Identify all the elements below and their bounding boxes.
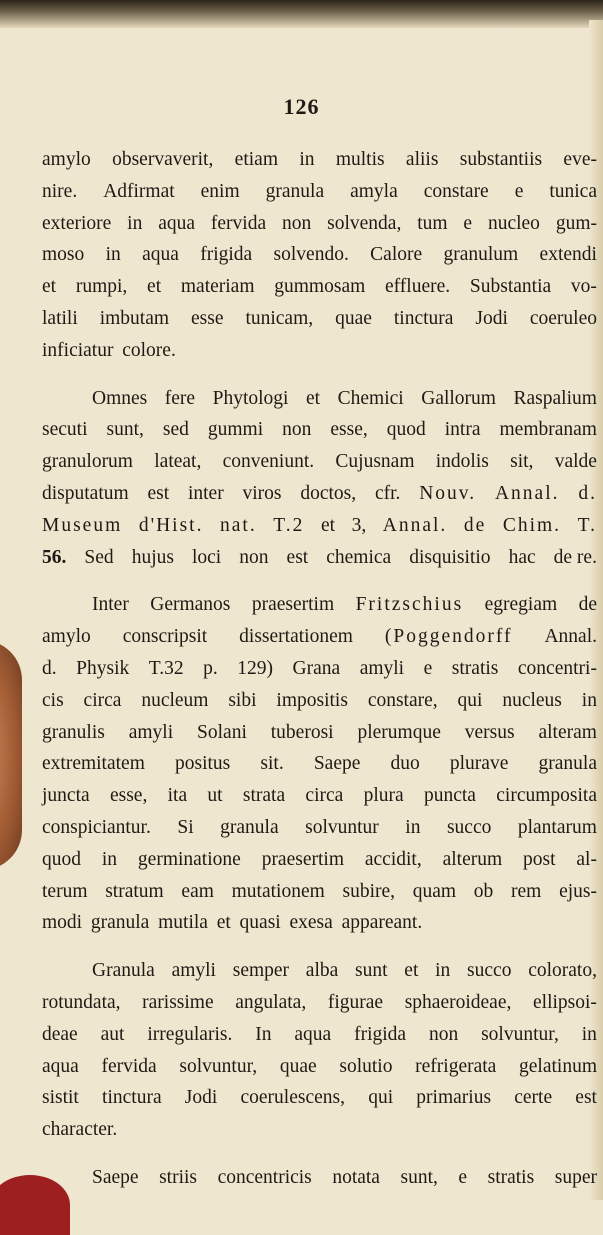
word: succo: [467, 960, 512, 982]
word: quod: [42, 848, 81, 870]
word: etiam: [234, 149, 278, 170]
word: Chim.: [502, 514, 562, 536]
word: Museum: [42, 514, 123, 536]
word: Annal.: [494, 482, 560, 504]
word: Si: [177, 816, 194, 838]
word: cfr.: [374, 482, 401, 504]
text-line: [42, 414, 597, 446]
word: multis: [335, 149, 385, 170]
word: deae: [42, 1023, 78, 1045]
word: est: [286, 546, 309, 568]
word: stratum: [105, 880, 164, 902]
word: sunt: [355, 960, 388, 982]
word: subire,: [342, 880, 396, 902]
word: T.: [577, 514, 597, 536]
word: figurae: [327, 991, 384, 1013]
word: stratis: [451, 657, 499, 679]
word: d.: [42, 657, 57, 679]
word: disquisitio: [409, 546, 491, 568]
page-number: 126: [283, 94, 320, 119]
word: conveniunt.: [222, 451, 315, 473]
word: gelatinum: [519, 1055, 597, 1077]
word: colore.: [122, 339, 176, 361]
word: tunicam,: [245, 307, 314, 329]
word: Jodi: [184, 1087, 218, 1109]
word: refrigerata: [415, 1055, 497, 1077]
word: egregiam: [484, 594, 558, 616]
word: fervida: [210, 212, 267, 234]
word: chemica: [326, 546, 392, 568]
word: tum: [417, 212, 448, 234]
word: Annal.: [382, 514, 448, 536]
word: est: [575, 1087, 597, 1109]
text-line: [42, 1162, 597, 1194]
word: character.: [42, 1119, 118, 1141]
word: rarissime: [142, 991, 214, 1013]
text-line: [42, 907, 597, 939]
word: granula: [538, 753, 597, 775]
text-line: [42, 844, 597, 876]
word: Inter: [92, 594, 129, 616]
word: semper: [232, 960, 290, 982]
word: rumpi,: [75, 276, 128, 298]
word: solvuntur,: [481, 1023, 559, 1045]
word: eve-: [563, 149, 597, 170]
word: secuti: [42, 419, 88, 441]
word: notata: [332, 1166, 380, 1188]
word: conspiciantur.: [42, 816, 151, 838]
word: non: [282, 212, 312, 234]
word: circumposita: [496, 785, 597, 807]
word: Fritzschius: [355, 594, 464, 616]
word: amyli: [128, 721, 174, 743]
word: in: [435, 960, 451, 982]
word: substantiis: [459, 149, 543, 170]
word: sunt,: [400, 1166, 438, 1188]
word: angulata,: [235, 991, 307, 1013]
word: e: [458, 1166, 468, 1188]
word: tuberosi: [270, 721, 334, 743]
word: stratis: [487, 1166, 535, 1188]
word: plerumque: [357, 721, 441, 743]
word: tinctura: [393, 307, 454, 329]
word: granulum: [443, 244, 519, 266]
word: inter: [187, 482, 224, 504]
word: constare,: [367, 689, 438, 711]
word: materiam: [180, 276, 255, 298]
word: Saepe: [313, 753, 361, 775]
word: eam: [181, 880, 214, 902]
word: quasi: [239, 912, 281, 934]
word: Solani: [197, 721, 247, 743]
word: aut: [100, 1023, 125, 1045]
word: quae: [335, 307, 372, 329]
word: in: [299, 149, 315, 170]
text-line: [42, 685, 597, 717]
word: Granula: [92, 960, 155, 982]
word: alba: [305, 960, 339, 982]
text-line: [42, 1082, 597, 1114]
word: sed: [162, 419, 189, 441]
word: solvuntur: [305, 816, 379, 838]
word: membranam: [499, 419, 597, 441]
word: valde: [554, 451, 597, 473]
text-line: [42, 955, 597, 987]
word: striis: [159, 1166, 198, 1188]
word: aqua: [158, 212, 196, 234]
word: mutila: [158, 912, 208, 934]
word: nucleo: [487, 212, 540, 234]
word: in: [405, 816, 421, 838]
word: versus: [464, 721, 515, 743]
word: hujus: [131, 546, 174, 568]
word: Phytologi: [212, 387, 289, 409]
text-line: [42, 271, 597, 303]
word: et: [147, 276, 162, 298]
word: Chemici: [337, 387, 404, 409]
word: quam: [412, 880, 457, 902]
word: in: [581, 689, 597, 711]
word: loci: [191, 546, 222, 568]
word: de re.: [553, 546, 597, 568]
word: hac: [508, 546, 536, 568]
word: Annal.: [544, 626, 597, 648]
text-line: [42, 176, 597, 208]
text-line: [42, 1019, 597, 1051]
word: frigida: [354, 1023, 407, 1045]
word: primarius: [416, 1087, 492, 1109]
word: e: [514, 180, 524, 202]
word: in: [101, 848, 118, 870]
word: plura: [363, 785, 404, 807]
word: post: [523, 848, 556, 870]
word: circa: [305, 785, 344, 807]
word: granulis: [42, 721, 105, 743]
word: T.32: [148, 657, 184, 679]
word: in: [581, 1023, 597, 1045]
text-line: [42, 653, 597, 685]
word: 3,: [351, 514, 367, 536]
word: puncta: [423, 785, 476, 807]
word: amyli: [171, 960, 216, 982]
word: super: [554, 1166, 597, 1188]
text-line: [42, 383, 597, 415]
word: (Poggendorff: [384, 626, 513, 648]
word: granulorum: [42, 451, 133, 473]
text-line: [42, 446, 597, 478]
word: sunt,: [106, 419, 144, 441]
word: granula: [90, 912, 150, 934]
word: nucleum: [141, 689, 209, 711]
body-text: [42, 144, 597, 1194]
word: concentricis: [217, 1166, 312, 1188]
word: d'Hist.: [138, 514, 204, 536]
word: duo: [390, 753, 420, 775]
text-line: [42, 144, 597, 176]
word: circa: [83, 689, 122, 711]
word: Sed: [84, 546, 114, 568]
word: juncta: [42, 785, 90, 807]
word: Adfirmat: [103, 180, 175, 202]
word: Raspalium: [513, 387, 597, 409]
word: Grana: [292, 657, 341, 679]
word: coeruleo: [529, 307, 597, 329]
word: sistit: [42, 1087, 79, 1109]
word: amyla: [350, 180, 398, 202]
thumb-holding-page: [0, 640, 22, 870]
word: Jodi: [475, 307, 508, 329]
word: granula: [265, 180, 325, 202]
word: sphaeroideae,: [404, 991, 512, 1013]
text-line: [42, 621, 597, 653]
word: vo-: [570, 276, 597, 298]
word: aqua: [142, 244, 179, 266]
text-line: [42, 987, 597, 1019]
word: viros: [242, 482, 282, 504]
word: ut: [207, 785, 223, 807]
text-line: [42, 478, 597, 510]
word: Physik: [76, 657, 130, 679]
word: aqua: [42, 1055, 79, 1077]
word: ob: [473, 880, 494, 902]
word: 56.: [42, 546, 67, 568]
word: qui: [368, 1087, 394, 1109]
word: constare: [423, 180, 489, 202]
word: terum: [42, 880, 88, 902]
word: gummi: [207, 419, 264, 441]
word: plantarum: [517, 816, 597, 838]
text-line: [42, 208, 597, 240]
word: imbutam: [99, 307, 170, 329]
word: irregularis.: [147, 1023, 233, 1045]
word: gummosam: [274, 276, 366, 298]
word: moso: [42, 244, 85, 266]
text-line: [42, 335, 597, 367]
word: est: [147, 482, 170, 504]
text-line: [42, 1051, 597, 1083]
word: in: [105, 244, 121, 266]
word: 129): [237, 657, 274, 679]
word: indolis: [435, 451, 489, 473]
text-line: [42, 876, 597, 908]
word: certe: [514, 1087, 553, 1109]
text-line: [42, 748, 597, 780]
word: conscripsit: [122, 626, 208, 648]
word: fere: [164, 387, 196, 409]
word: amylo: [42, 626, 91, 648]
word: ejus-: [559, 880, 597, 902]
word: plurave: [449, 753, 509, 775]
word: cis: [42, 689, 64, 711]
word: tinctura: [102, 1087, 162, 1109]
word: inficiatur: [42, 339, 114, 361]
word: frigida: [200, 244, 253, 266]
word: observaverit,: [112, 149, 214, 170]
word: non: [239, 546, 269, 568]
text-line: [42, 780, 597, 812]
word: rem: [511, 880, 542, 902]
word: lateat,: [154, 451, 202, 473]
word: strata: [242, 785, 286, 807]
word: appareant.: [341, 912, 423, 934]
word: et: [306, 387, 321, 409]
word: Omnes: [92, 387, 148, 409]
word: non: [428, 1023, 459, 1045]
word: colorato,: [528, 960, 597, 982]
word: solvenda,: [327, 212, 402, 234]
word: accidit,: [364, 848, 422, 870]
word: de: [463, 514, 487, 536]
word: dissertationem: [239, 626, 353, 648]
word: exteriore: [42, 212, 112, 234]
word: succo: [446, 816, 492, 838]
text-line: [42, 303, 597, 335]
word: esse,: [330, 419, 368, 441]
word: aqua: [294, 1023, 332, 1045]
word: praesertim: [261, 848, 344, 870]
word: in: [127, 212, 143, 234]
word: al-: [576, 848, 597, 870]
word: disputatum: [42, 482, 129, 504]
word: fervida: [101, 1055, 157, 1077]
word: solvendo.: [273, 244, 349, 266]
word: T.2: [273, 514, 305, 536]
word: exesa: [289, 912, 333, 934]
text-line: [42, 239, 597, 271]
word: amylo: [42, 149, 91, 170]
word: et: [216, 912, 231, 934]
word: extendi: [539, 244, 597, 266]
word: doctos,: [300, 482, 357, 504]
word: concentri-: [517, 657, 597, 679]
word: d.: [578, 482, 597, 504]
word: ellipsoi-: [533, 991, 597, 1013]
word: enim: [200, 180, 240, 202]
word: granula: [220, 816, 279, 838]
word: e: [423, 657, 433, 679]
word: sibi: [228, 689, 257, 711]
word: esse,: [109, 785, 148, 807]
word: Cujusnam: [335, 451, 415, 473]
word: Calore: [370, 244, 423, 266]
word: solutio: [339, 1055, 393, 1077]
text-line: [42, 589, 597, 621]
word: In: [255, 1023, 272, 1045]
text-line: [42, 510, 597, 542]
word: de: [578, 594, 597, 616]
word: ita: [167, 785, 188, 807]
text-line: [42, 717, 597, 749]
word: esse: [190, 307, 224, 329]
word: effluere.: [385, 276, 451, 298]
word: latili: [42, 307, 78, 329]
word: aliis: [405, 149, 439, 170]
word: praesertim: [251, 594, 335, 616]
word: Germanos: [150, 594, 231, 616]
word: rotundata,: [42, 991, 121, 1013]
word: germinatione: [137, 848, 241, 870]
word: et: [42, 276, 57, 298]
word: alterum: [442, 848, 503, 870]
word: Substantia: [469, 276, 552, 298]
page-top-edge: [0, 0, 603, 28]
word: qui: [457, 689, 483, 711]
word: sit,: [510, 451, 534, 473]
text-line: [42, 542, 597, 574]
word: positus: [175, 753, 231, 775]
word: modi: [42, 912, 83, 934]
word: Nouv.: [419, 482, 477, 504]
word: et: [320, 514, 336, 536]
word: quae: [279, 1055, 317, 1077]
word: e: [463, 212, 473, 234]
word: nat.: [220, 514, 257, 536]
word: non: [282, 419, 312, 441]
word: intra: [444, 419, 481, 441]
word: coerulescens,: [240, 1087, 345, 1109]
word: Gallorum: [421, 387, 496, 409]
word: extremitatem: [42, 753, 145, 775]
word: sit.: [260, 753, 284, 775]
word: mutationem: [231, 880, 325, 902]
word: gum-: [555, 212, 597, 234]
word: nire.: [42, 180, 78, 202]
word: amyli: [359, 657, 405, 679]
word: nucleus: [502, 689, 562, 711]
text-line: [42, 1114, 597, 1146]
word: p.: [203, 657, 218, 679]
word: solvuntur,: [179, 1055, 258, 1077]
word: quod: [386, 419, 426, 441]
word: alteram: [538, 721, 597, 743]
word: impositis: [276, 689, 348, 711]
word: et: [404, 960, 419, 982]
word: tunica: [549, 180, 597, 202]
text-line: [42, 812, 597, 844]
word: Saepe: [92, 1166, 139, 1188]
